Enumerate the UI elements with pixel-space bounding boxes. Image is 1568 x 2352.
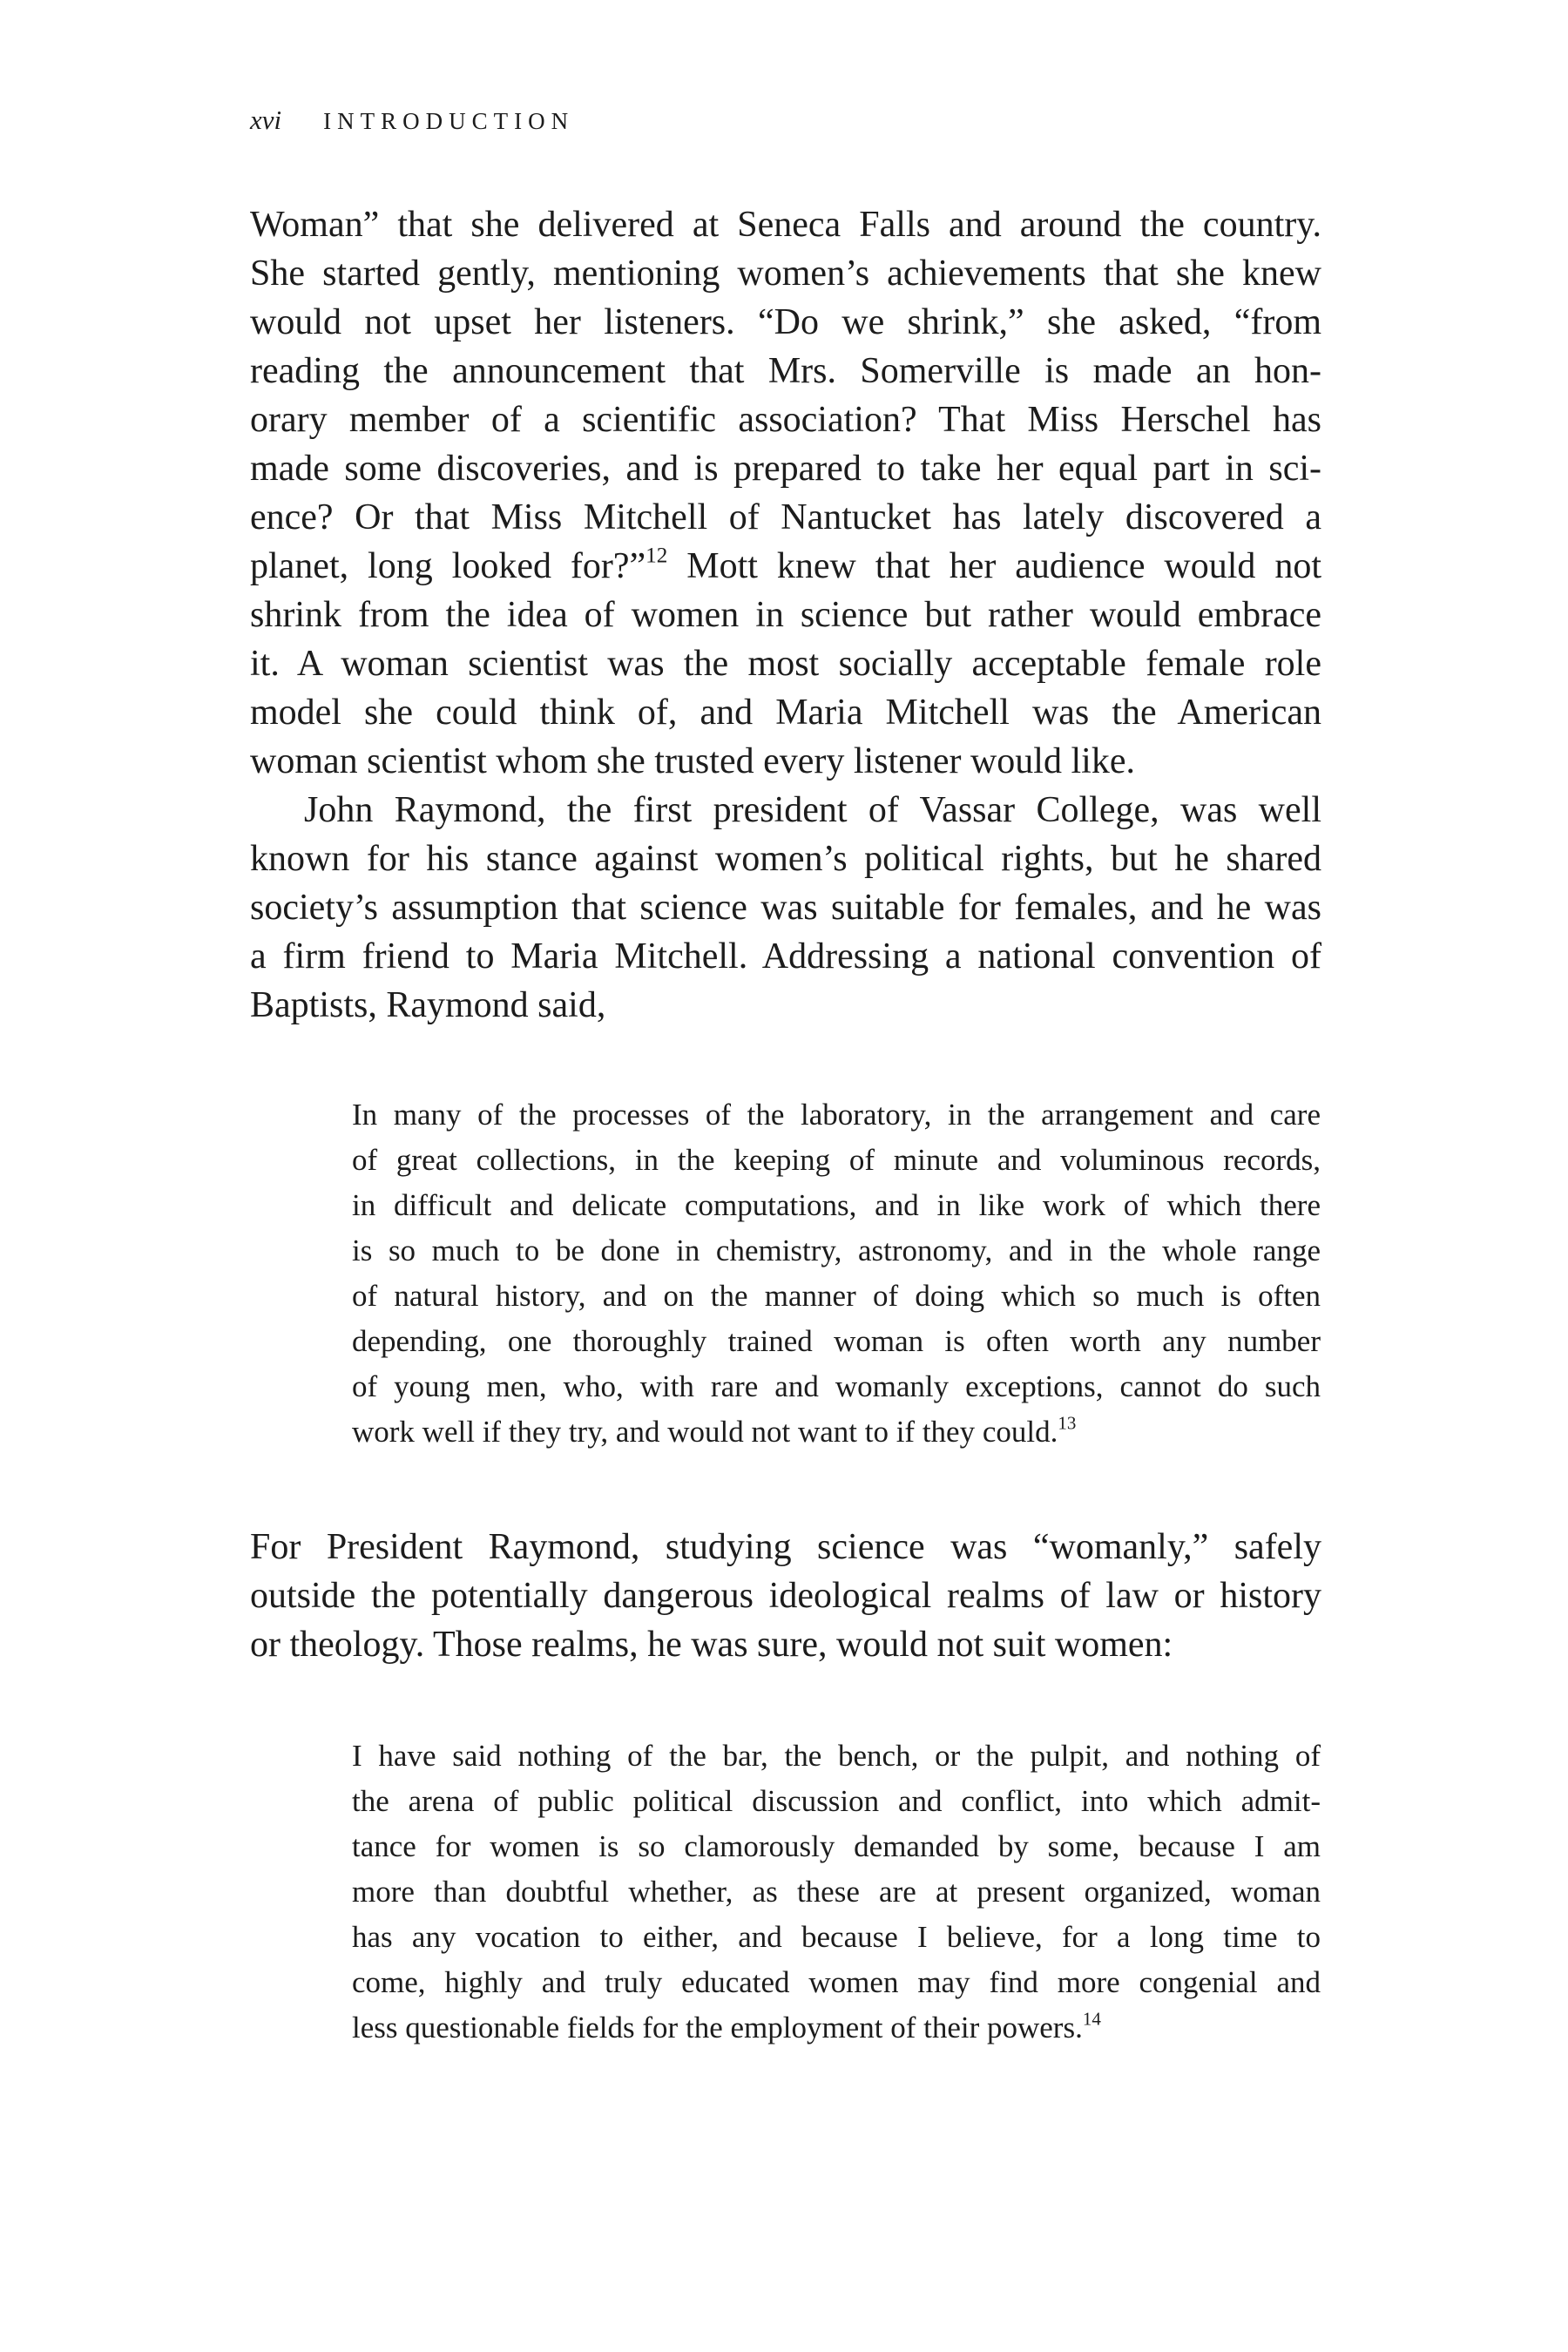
quote-line: tance for women is so clamorously demanded by some, because I am [352, 1829, 1321, 1863]
text-line: made some discoveries, and is prepared to take her equal part in sci- [250, 449, 1321, 489]
text-line: Woman” that she delivered at Seneca Falls and around the country. [250, 205, 1321, 245]
quote-line: has any vocation to either, and because I believe, for a long time to [352, 1920, 1321, 1954]
block-quote-1 [352, 1092, 1321, 1455]
text-line: She started gently, mentioning women’s achievements that she knew [250, 253, 1321, 294]
text-line: outside the potentially dangerous ideological realms of law or history [250, 1576, 1321, 1616]
paragraph-3 [250, 1523, 1321, 1669]
text-line: orary member of a scientific association? That Miss Herschel has [250, 400, 1321, 440]
text-line: or theology. Those realms, he was sure, would not suit women: [250, 1625, 1173, 1665]
text-line: a firm friend to Maria Mitchell. Addressing a national convention of [250, 936, 1321, 977]
text-line: society’s assumption that science was suitable for females, and he was [250, 888, 1321, 928]
text-line: ence? Or that Miss Mitchell of Nantucket has lately discovered a [250, 497, 1321, 537]
quote-line: is so much to be done in chemistry, astronomy, and in the whole range [352, 1233, 1321, 1267]
section-title: INTRODUCTION [323, 108, 575, 134]
text-segment: less questionable fields for the employment of their powers. [352, 2011, 1083, 2044]
text-segment: work well if they try, and would not want to if they could. [352, 1415, 1058, 1449]
text-line [250, 542, 1321, 591]
text-line: Baptists, Raymond said, [250, 985, 606, 1025]
quote-line: of young men, who, with rare and womanly exceptions, cannot do such [352, 1369, 1321, 1403]
quote-line: I have said nothing of the bar, the bench, or the pulpit, and nothing of [352, 1739, 1321, 1773]
paragraph-2 [250, 786, 1321, 1030]
quote-line: In many of the processes of the laboratory, in the arrangement and care [352, 1098, 1321, 1132]
text-line: model she could think of, and Maria Mitchell was the American [250, 693, 1321, 733]
footnote-ref-12: 12 [645, 544, 668, 568]
quote-line [352, 1409, 1321, 1455]
quote-line: depending, one thoroughly trained woman is often worth any number [352, 1324, 1321, 1358]
text-line: it. A woman scientist was the most socially acceptable female role [250, 644, 1321, 684]
quote-line: the arena of public political discussion and conflict, into which admit- [352, 1784, 1321, 1818]
footnote-ref-13: 13 [1058, 1412, 1077, 1434]
quote-line: of great collections, in the keeping of minute and voluminous records, [352, 1143, 1321, 1177]
text-line: reading the announcement that Mrs. Somerville is made an hon- [250, 351, 1321, 391]
text-line: woman scientist whom she trusted every listener would like. [250, 741, 1135, 781]
text-segment: Mott knew that her audience would not [667, 546, 1322, 586]
text-line: shrink from the idea of women in science but rather would embrace [250, 595, 1321, 635]
quote-line: come, highly and truly educated women may find more congenial and [352, 1965, 1321, 1999]
quote-line: more than doubtful whether, as these are at present organized, woman [352, 1875, 1321, 1909]
quote-line [352, 2005, 1321, 2051]
page-number: xvi [250, 105, 282, 135]
paragraph-1 [250, 200, 1321, 786]
text-line: For President Raymond, studying science was “womanly,” safely [250, 1527, 1321, 1567]
text-line: John Raymond, the first president of Vassar College, was well [304, 790, 1321, 830]
text-segment: planet, long looked for?” [250, 546, 646, 586]
quote-line: in difficult and delicate computations, and in like work of which there [352, 1188, 1321, 1222]
running-head [250, 103, 574, 139]
quote-line: of natural history, and on the manner of doing which so much is often [352, 1279, 1321, 1313]
block-quote-2 [352, 1734, 1321, 2051]
text-line: would not upset her listeners. “Do we shrink,” she asked, “from [250, 302, 1321, 342]
footnote-ref-14: 14 [1082, 2008, 1101, 2030]
text-line: known for his stance against women’s political rights, but he shared [250, 839, 1321, 879]
